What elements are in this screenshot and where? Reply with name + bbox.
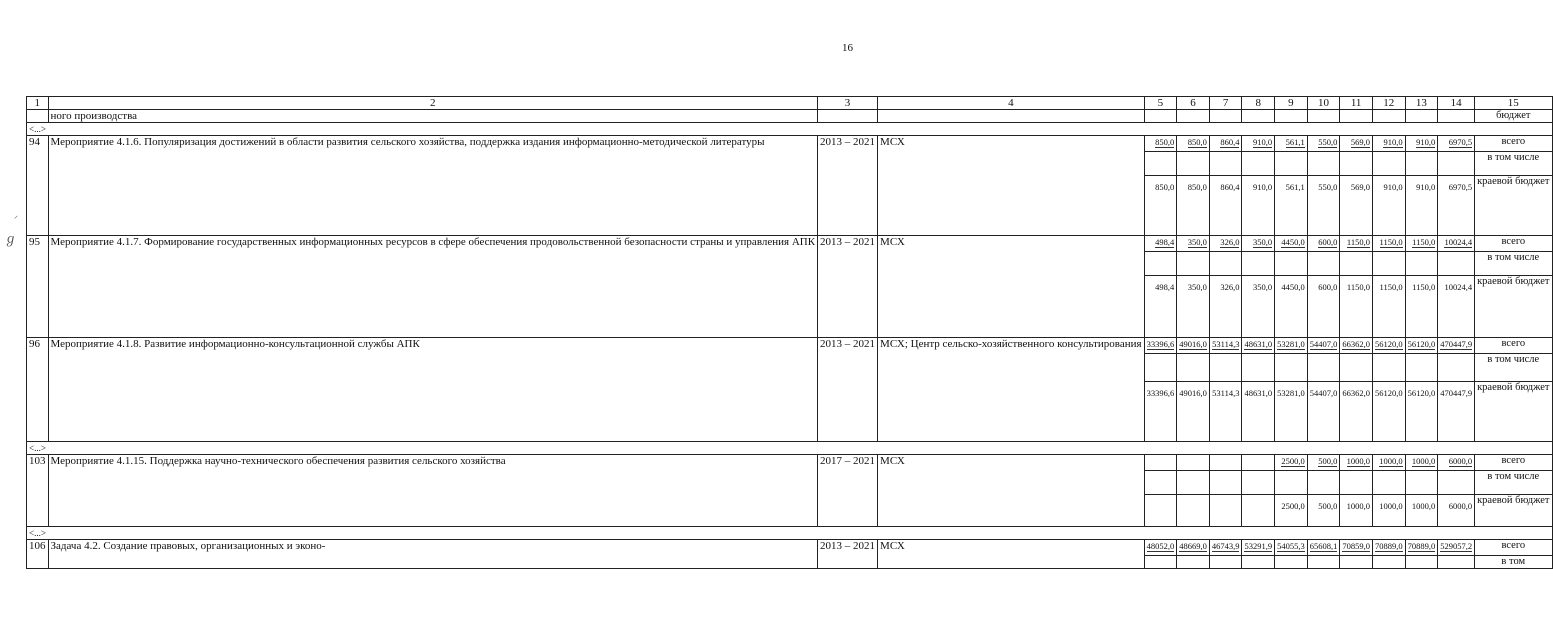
row-executor: МСХ; Центр сельско-хозяйственного консультирования [878, 338, 1145, 442]
value-cell [1144, 338, 1177, 354]
value-cell [1144, 455, 1177, 471]
value-cell [1177, 495, 1210, 527]
empty-cell [1275, 354, 1308, 382]
value-cell: 33396,6 [1144, 382, 1177, 442]
value-cell: 1150,0 [1340, 276, 1373, 338]
value-total: 2500,0 [1281, 456, 1305, 466]
value-cell: 56120,0 [1372, 382, 1405, 442]
empty-cell [1405, 110, 1438, 123]
empty-cell [1242, 252, 1275, 276]
empty-cell [1405, 252, 1438, 276]
empty-cell [1144, 110, 1177, 123]
empty-cell [1177, 252, 1210, 276]
value-total: 910,0 [1416, 137, 1436, 147]
empty-cell [1209, 110, 1242, 123]
value-total: 53291,9 [1244, 541, 1273, 551]
value-cell [1340, 455, 1373, 471]
value-total: 1150,0 [1412, 237, 1436, 247]
value-total: 326,0 [1220, 237, 1240, 247]
value-total: 4450,0 [1281, 237, 1305, 247]
empty-cell [1275, 471, 1308, 495]
header-cell: 11 [1340, 97, 1373, 110]
value-cell [1144, 495, 1177, 527]
budget-incl-label: в том числе [1475, 354, 1552, 382]
gap-marker: <...> [27, 527, 1553, 540]
margin-tick-1: ⸝ [14, 211, 18, 220]
empty-cell [1438, 252, 1475, 276]
value-cell [1242, 495, 1275, 527]
value-cell [1275, 136, 1308, 152]
value-cell: 53114,3 [1209, 382, 1242, 442]
row-period: 2013 – 2021 [818, 136, 878, 236]
value-cell [1438, 236, 1475, 252]
row-number: 94 [27, 136, 49, 236]
value-cell [1307, 540, 1340, 556]
value-total: 53281,0 [1277, 339, 1305, 349]
gap-marker: <...> [27, 123, 1553, 136]
empty-cell [1372, 354, 1405, 382]
budget-table [26, 96, 1553, 569]
gap-row [27, 442, 1553, 455]
empty-cell [1144, 556, 1177, 569]
value-cell [1340, 338, 1373, 354]
row-number [27, 110, 49, 123]
empty-cell [1307, 152, 1340, 176]
value-total: 49016,0 [1179, 339, 1207, 349]
value-cell: 1000,0 [1405, 495, 1438, 527]
empty-cell [1144, 152, 1177, 176]
value-cell: 850,0 [1144, 176, 1177, 236]
row-number: 95 [27, 236, 49, 338]
row-number: 103 [27, 455, 49, 527]
row-number: 106 [27, 540, 49, 569]
budget-total-label: всего [1475, 540, 1552, 556]
value-total: 54055,3 [1277, 541, 1305, 551]
empty-cell [1340, 152, 1373, 176]
value-cell [1405, 136, 1438, 152]
value-cell: 53281,0 [1275, 382, 1308, 442]
value-total: 850,0 [1187, 137, 1207, 147]
value-cell [1438, 338, 1475, 354]
value-cell: 1000,0 [1372, 495, 1405, 527]
empty-cell [1144, 354, 1177, 382]
value-cell [1372, 338, 1405, 354]
value-total: 498,4 [1155, 237, 1175, 247]
empty-cell [1438, 110, 1475, 123]
value-total: 66362,0 [1342, 339, 1370, 349]
empty-cell [1307, 252, 1340, 276]
value-cell [1144, 236, 1177, 252]
table-row [27, 236, 1553, 252]
value-cell [1209, 540, 1242, 556]
row-executor: МСХ [878, 136, 1145, 236]
value-total: 600,0 [1318, 237, 1338, 247]
table-row [27, 455, 1553, 471]
empty-cell [1177, 152, 1210, 176]
value-total: 6000,0 [1448, 456, 1473, 466]
empty-cell [1340, 354, 1373, 382]
empty-cell [1405, 152, 1438, 176]
empty-cell [1242, 152, 1275, 176]
budget-label: бюджет [1475, 110, 1552, 123]
value-cell [1177, 236, 1210, 252]
row-description: Задача 4.2. Создание правовых, организационных и эконо- [48, 540, 818, 569]
empty-cell [1177, 354, 1210, 382]
value-total: 1150,0 [1379, 237, 1403, 247]
empty-cell [1307, 354, 1340, 382]
header-cell: 13 [1405, 97, 1438, 110]
header-cell: 10 [1307, 97, 1340, 110]
value-cell: 2500,0 [1275, 495, 1308, 527]
empty-cell [1438, 354, 1475, 382]
value-cell [1177, 136, 1210, 152]
value-total: 70889,0 [1407, 541, 1436, 551]
empty-cell [1177, 556, 1210, 569]
margin-scribble: ℊ [4, 232, 18, 247]
value-cell [1177, 455, 1210, 471]
value-cell: 54407,0 [1307, 382, 1340, 442]
value-cell [1340, 136, 1373, 152]
row-executor: МСХ [878, 455, 1145, 527]
value-total: 1000,0 [1346, 456, 1370, 466]
row-description: Мероприятие 4.1.6. Популяризация достижений в области развития сельского хозяйства, поддержка издания информационно-методической литературы [48, 136, 818, 236]
value-total: 550,0 [1318, 137, 1338, 147]
empty-cell [818, 110, 878, 123]
value-cell [1144, 136, 1177, 152]
empty-cell [1307, 471, 1340, 495]
empty-cell [1307, 110, 1340, 123]
empty-cell [1275, 152, 1308, 176]
value-cell [1405, 455, 1438, 471]
header-row [27, 97, 1553, 110]
value-cell [1242, 236, 1275, 252]
value-cell: 6970,5 [1438, 176, 1475, 236]
value-cell [1438, 136, 1475, 152]
value-cell: 326,0 [1209, 276, 1242, 338]
value-cell [1307, 338, 1340, 354]
value-total: 561,1 [1285, 137, 1305, 147]
value-cell: 569,0 [1340, 176, 1373, 236]
value-total: 65608,1 [1309, 541, 1338, 551]
value-cell [1340, 540, 1373, 556]
value-total: 500,0 [1318, 456, 1338, 466]
value-cell [1275, 236, 1308, 252]
value-cell: 1150,0 [1372, 276, 1405, 338]
empty-cell [1209, 471, 1242, 495]
value-cell: 4450,0 [1275, 276, 1308, 338]
page-number: 16 [842, 42, 853, 54]
value-cell [1307, 136, 1340, 152]
value-cell [1209, 136, 1242, 152]
value-cell [1177, 338, 1210, 354]
value-cell [1242, 540, 1275, 556]
header-cell: 3 [818, 97, 878, 110]
value-cell [1405, 236, 1438, 252]
value-total: 6970,5 [1448, 137, 1473, 147]
value-cell: 1000,0 [1340, 495, 1373, 527]
value-cell: 910,0 [1372, 176, 1405, 236]
value-cell [1438, 455, 1475, 471]
value-total: 46743,9 [1211, 541, 1240, 551]
gap-row [27, 123, 1553, 136]
row-executor: МСХ [878, 540, 1145, 569]
empty-cell [1275, 252, 1308, 276]
value-total: 56120,0 [1407, 339, 1436, 349]
empty-cell [1209, 252, 1242, 276]
budget-incl-label: в том числе [1475, 152, 1552, 176]
empty-cell [878, 110, 1145, 123]
header-cell: 1 [27, 97, 49, 110]
table-row [27, 540, 1553, 556]
gap-marker: <...> [27, 442, 1553, 455]
value-cell [1372, 136, 1405, 152]
value-total: 569,0 [1350, 137, 1370, 147]
value-total: 850,0 [1155, 137, 1175, 147]
empty-cell [1209, 556, 1242, 569]
value-cell [1275, 540, 1308, 556]
empty-cell [1438, 556, 1475, 569]
empty-cell [1438, 152, 1475, 176]
row-description: Мероприятие 4.1.7. Формирование государственных информационных ресурсов в сфере обеспечения продовольственной безопасности страны и управления АПК [48, 236, 818, 338]
value-total: 33396,6 [1146, 339, 1175, 349]
value-cell: 910,0 [1405, 176, 1438, 236]
empty-cell [1340, 252, 1373, 276]
budget-total-label: всего [1475, 455, 1552, 471]
empty-cell [1275, 556, 1308, 569]
value-cell: 66362,0 [1340, 382, 1373, 442]
empty-cell [1144, 252, 1177, 276]
value-cell: 550,0 [1307, 176, 1340, 236]
value-cell [1438, 540, 1475, 556]
value-total: 910,0 [1252, 137, 1273, 147]
value-cell: 49016,0 [1177, 382, 1210, 442]
header-cell: 12 [1372, 97, 1405, 110]
budget-incl-label: в том числе [1475, 252, 1552, 276]
header-cell: 7 [1209, 97, 1242, 110]
empty-cell [1209, 152, 1242, 176]
value-total: 860,4 [1220, 137, 1240, 147]
value-cell [1372, 236, 1405, 252]
header-cell: 4 [878, 97, 1145, 110]
value-total: 54407,0 [1309, 339, 1338, 349]
value-total: 350,0 [1187, 237, 1207, 247]
value-total: 53114,3 [1212, 339, 1240, 349]
budget-incl-label: в том числе [1475, 471, 1552, 495]
row-description: Мероприятие 4.1.15. Поддержка научно-технического обеспечения развития сельского хозяйства [48, 455, 818, 527]
value-cell: 850,0 [1177, 176, 1210, 236]
value-total: 70859,0 [1342, 541, 1370, 551]
value-cell: 561,1 [1275, 176, 1308, 236]
budget-regional-label: краевой бюджет [1475, 276, 1552, 338]
row-executor: МСХ [878, 236, 1145, 338]
value-total: 48669,0 [1179, 541, 1207, 551]
value-cell [1275, 338, 1308, 354]
value-cell: 350,0 [1177, 276, 1210, 338]
empty-cell [1177, 471, 1210, 495]
empty-cell [1372, 252, 1405, 276]
header-cell: 5 [1144, 97, 1177, 110]
value-cell: 470447,9 [1438, 382, 1475, 442]
value-cell [1209, 495, 1242, 527]
row-period: 2013 – 2021 [818, 338, 878, 442]
empty-cell [1372, 152, 1405, 176]
value-cell [1242, 455, 1275, 471]
row-description: ного производства [48, 110, 818, 123]
empty-cell [1340, 471, 1373, 495]
value-cell [1307, 236, 1340, 252]
empty-cell [1242, 354, 1275, 382]
value-cell [1372, 455, 1405, 471]
row-period: 2013 – 2021 [818, 236, 878, 338]
empty-cell [1405, 354, 1438, 382]
budget-regional-label: краевой бюджет [1475, 495, 1552, 527]
empty-cell [1242, 556, 1275, 569]
value-cell [1209, 338, 1242, 354]
header-cell: 9 [1275, 97, 1308, 110]
value-cell [1242, 136, 1275, 152]
empty-cell [1405, 556, 1438, 569]
empty-cell [1340, 110, 1373, 123]
value-total: 10024,4 [1444, 237, 1473, 247]
budget-total-label: всего [1475, 338, 1552, 354]
value-cell [1177, 540, 1210, 556]
value-total: 70889,0 [1374, 541, 1403, 551]
value-total: 48631,0 [1244, 339, 1273, 349]
value-cell [1242, 338, 1275, 354]
value-total: 1000,0 [1379, 456, 1403, 466]
value-cell: 48631,0 [1242, 382, 1275, 442]
table-row [27, 338, 1553, 354]
value-cell [1405, 540, 1438, 556]
budget-incl-label: в том [1475, 556, 1552, 569]
row-description: Мероприятие 4.1.8. Развитие информационно-консультационной службы АПК [48, 338, 818, 442]
empty-cell [1372, 471, 1405, 495]
value-cell [1144, 540, 1177, 556]
value-cell [1340, 236, 1373, 252]
value-cell: 910,0 [1242, 176, 1275, 236]
empty-cell [1372, 110, 1405, 123]
budget-regional-label: краевой бюджет [1475, 176, 1552, 236]
value-cell [1209, 455, 1242, 471]
header-cell: 8 [1242, 97, 1275, 110]
value-total: 350,0 [1252, 237, 1273, 247]
empty-cell [1372, 556, 1405, 569]
empty-cell [1144, 471, 1177, 495]
budget-regional-label: краевой бюджет [1475, 382, 1552, 442]
row-period: 2017 – 2021 [818, 455, 878, 527]
value-cell: 10024,4 [1438, 276, 1475, 338]
continuation-row [27, 110, 1553, 123]
empty-cell [1177, 110, 1210, 123]
empty-cell [1209, 354, 1242, 382]
empty-cell [1340, 556, 1373, 569]
budget-total-label: всего [1475, 236, 1552, 252]
empty-cell [1405, 471, 1438, 495]
value-cell [1209, 236, 1242, 252]
header-cell: 6 [1177, 97, 1210, 110]
value-total: 1000,0 [1411, 456, 1436, 466]
header-cell: 15 [1475, 97, 1552, 110]
value-total: 1150,0 [1346, 237, 1370, 247]
empty-cell [1307, 556, 1340, 569]
value-cell: 600,0 [1307, 276, 1340, 338]
row-period: 2013 – 2021 [818, 540, 878, 569]
value-cell: 500,0 [1307, 495, 1340, 527]
budget-total-label: всего [1475, 136, 1552, 152]
value-total: 56120,0 [1374, 339, 1403, 349]
value-cell [1405, 338, 1438, 354]
value-cell: 498,4 [1144, 276, 1177, 338]
empty-cell [1275, 110, 1308, 123]
empty-cell [1242, 110, 1275, 123]
empty-cell [1242, 471, 1275, 495]
value-cell [1307, 455, 1340, 471]
value-cell [1275, 455, 1308, 471]
value-cell: 860,4 [1209, 176, 1242, 236]
value-cell [1372, 540, 1405, 556]
gap-row [27, 527, 1553, 540]
header-cell: 14 [1438, 97, 1475, 110]
value-cell: 56120,0 [1405, 382, 1438, 442]
value-total: 470447,9 [1440, 339, 1473, 349]
value-total: 529057,2 [1440, 541, 1473, 551]
value-total: 48052,0 [1146, 541, 1175, 551]
table-row [27, 136, 1553, 152]
value-total: 910,0 [1383, 137, 1403, 147]
value-cell: 1150,0 [1405, 276, 1438, 338]
empty-cell [1438, 471, 1475, 495]
value-cell: 6000,0 [1438, 495, 1475, 527]
row-number: 96 [27, 338, 49, 442]
header-cell: 2 [48, 97, 818, 110]
value-cell: 350,0 [1242, 276, 1275, 338]
